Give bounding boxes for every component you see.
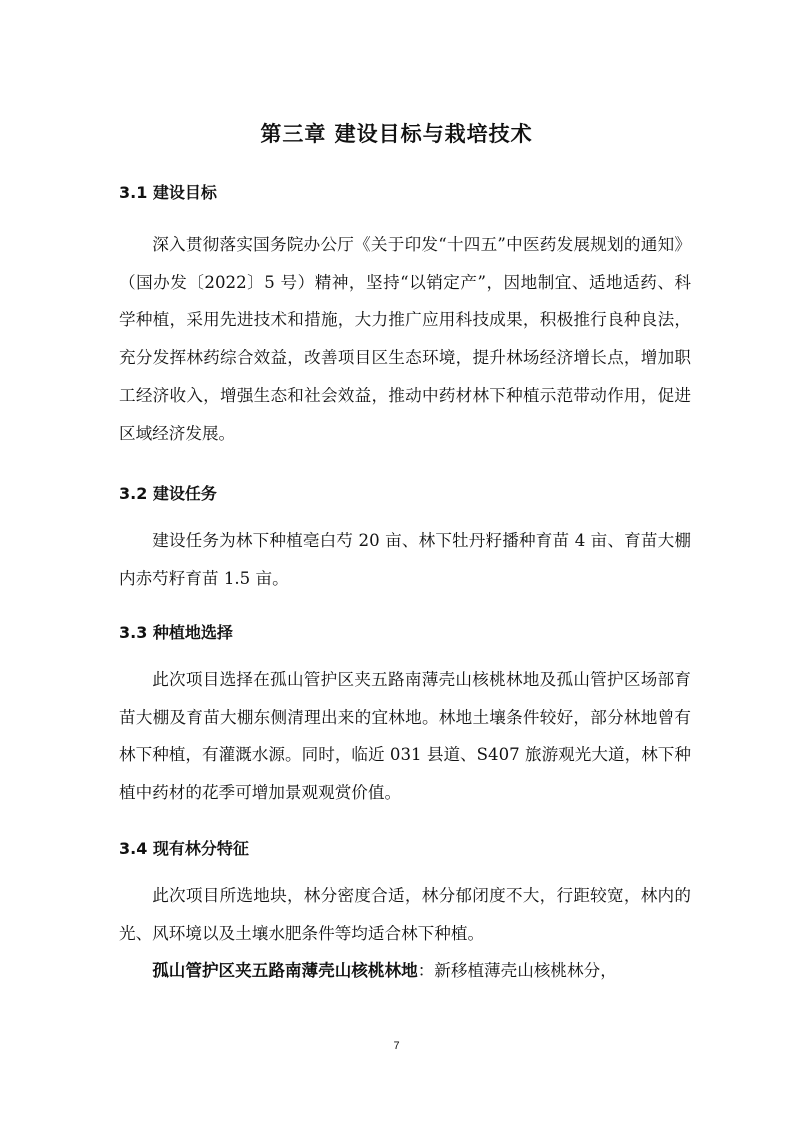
section-heading-3-3: 3.3 种植地选择 — [119, 623, 233, 642]
section-paragraph-3-2: 建设任务为林下种植亳白芍 20 亩、林下牡丹籽播种育苗 4 亩、育苗大棚内赤芍籽育苗 1.5 亩。 — [119, 531, 691, 588]
section-paragraph-3-3: 此次项目选择在孤山管护区夹五路南薄壳山核桃林地及孤山管护区场部育苗大棚及育苗大棚东侧清理出来的宜林地。林地土壤条件较好，部分林地曾有林下种植，有灌溉水源。同时，临近 031 县道、S407 旅游观光大道，林下种植中药材的花季可增加景观观赏价值。 — [119, 670, 691, 803]
page-number: 7 — [393, 1040, 400, 1052]
lead-label: 孤山管护区夹五路南薄壳山核桃林地 — [152, 961, 418, 980]
section-paragraph-3-4: 此次项目所选地块，林分密度合适，林分郁闭度不大，行距较宽，林内的光、风环境以及土壤水肥条件等均适合林下种植。 — [119, 886, 691, 943]
section-heading-3-2: 3.2 建设任务 — [119, 484, 217, 503]
section-paragraph-3-4-lead — [119, 952, 691, 990]
section-heading-3-1: 3.1 建设目标 — [119, 183, 217, 202]
lead-text: ：新移植薄壳山核桃林分， — [417, 961, 617, 980]
section-heading-3-4: 3.4 现有林分特征 — [119, 839, 249, 858]
chapter-title: 第三章 建设目标与栽培技术 — [260, 122, 533, 146]
section-paragraph-3-1: 深入贯彻落实国务院办公厅《关于印发“十四五”中医药发展规划的通知》（国办发〔2022〕5 号）精神，坚持“以销定产”，因地制宜、适地适药、科学种植，采用先进技术和措施，大力推广应用科技成果，积极推行良种良法，充分发挥林药综合效益，改善项目区生态环境，提升林场经济增长点，增加职工经济收入，增强生态和社会效益，推动中药材林下种植示范带动作用，促进区域经济发展。 — [119, 235, 691, 443]
